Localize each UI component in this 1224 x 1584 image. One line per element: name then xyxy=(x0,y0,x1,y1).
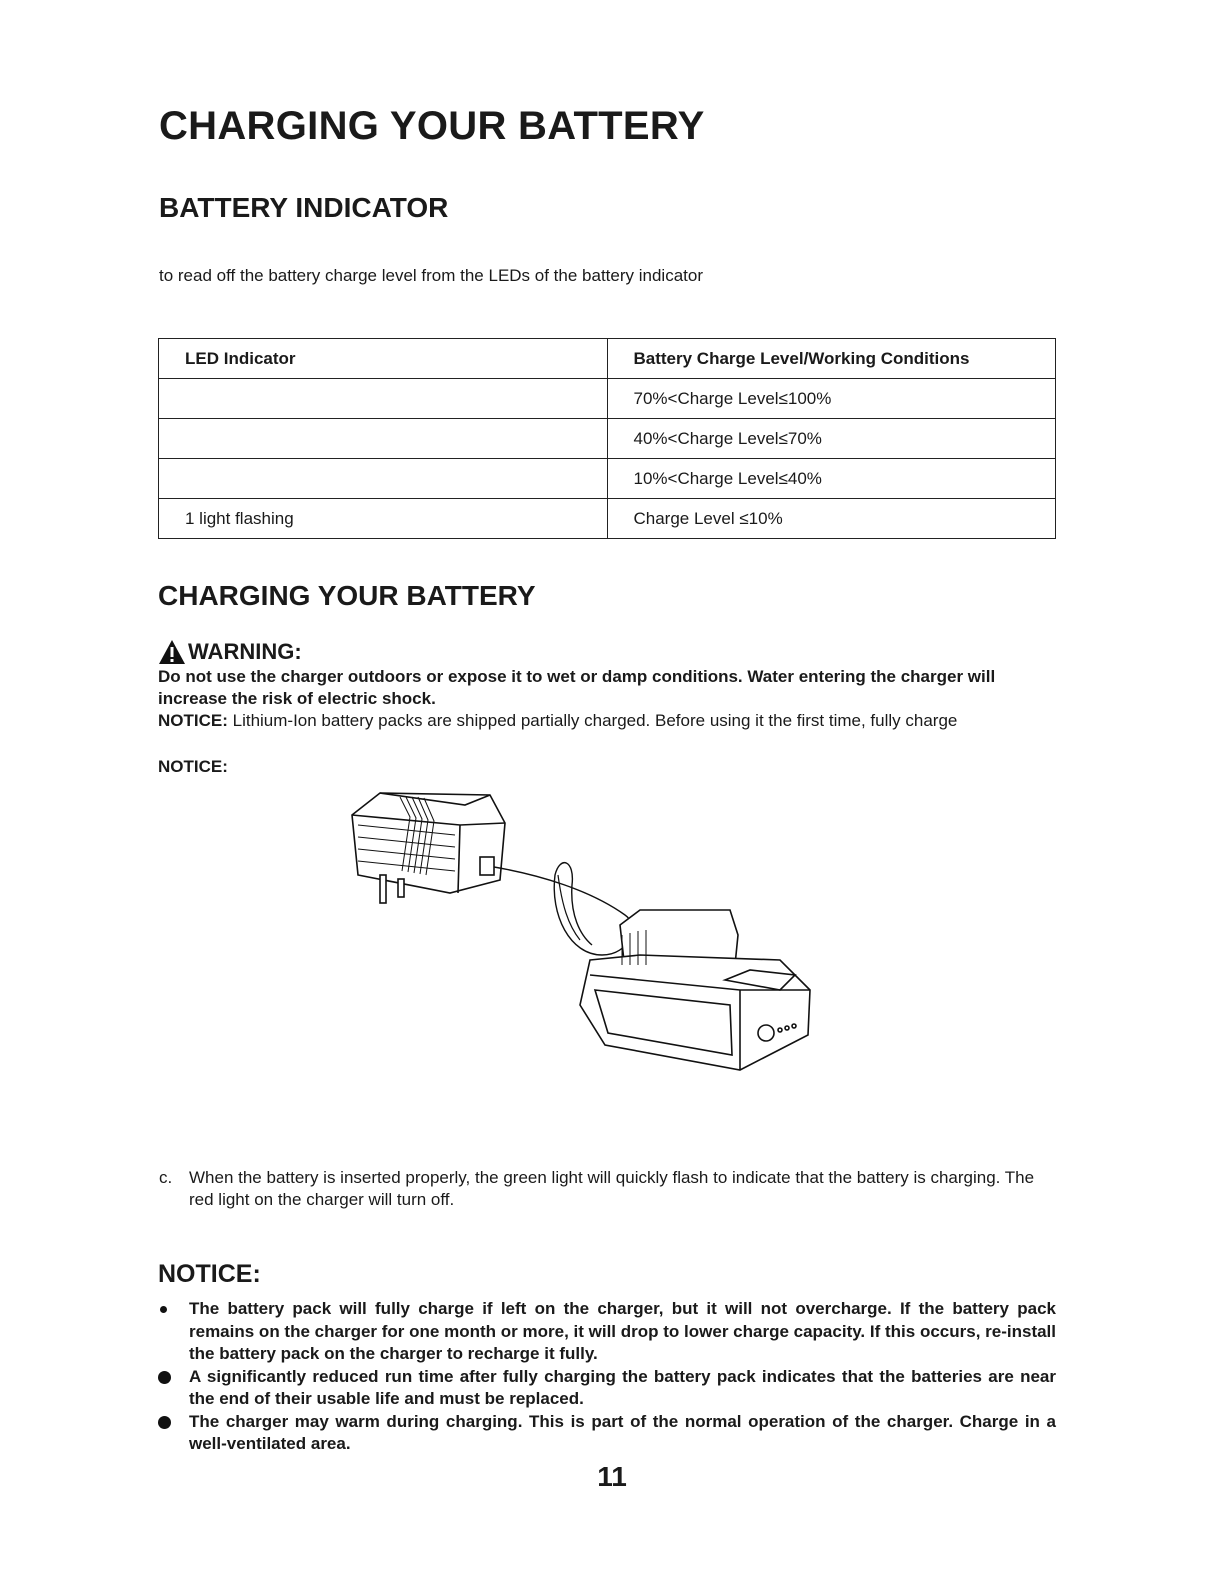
column-header: LED Indicator xyxy=(159,339,608,379)
battery-pack-icon xyxy=(580,910,810,1070)
notice-list xyxy=(158,1298,1056,1456)
bullet-text: A significantly reduced run time after fully charging the battery pack indicates that the batteries are near the end of their usable life and must be replaced. xyxy=(189,1366,1056,1408)
notice-text: Lithium-Ion battery packs are shipped partially charged. Before using it the first time, fully charge xyxy=(227,711,958,730)
warning-label xyxy=(158,639,302,665)
table-row xyxy=(159,459,1056,499)
warning-label-text: WARNING: xyxy=(188,639,302,664)
table-row xyxy=(159,419,1056,459)
table-header-row xyxy=(159,339,1056,379)
table-row xyxy=(159,379,1056,419)
led-cell xyxy=(159,459,608,499)
list-item xyxy=(158,1411,1056,1456)
bullet-icon xyxy=(158,1416,171,1429)
notice-label: NOTICE: xyxy=(158,711,228,730)
page-number: 11 xyxy=(597,1461,627,1492)
step-c xyxy=(159,1167,1039,1211)
battery-indicator-intro: to read off the battery charge level from the LEDs of the battery indicator xyxy=(159,266,703,285)
notice-lithium xyxy=(158,710,1068,732)
charger-battery-illustration xyxy=(340,775,820,1085)
warning-text: Do not use the charger outdoors or expose it to wet or damp conditions. Water entering the charger will increase the risk of electric shock. xyxy=(158,667,996,708)
list-item xyxy=(158,1298,1056,1366)
led-indicator-table xyxy=(158,338,1056,539)
charge-level-cell: 40%<Charge Level≤70% xyxy=(607,419,1056,459)
step-marker: c. xyxy=(159,1168,173,1187)
bullet-icon xyxy=(158,1371,171,1384)
charging-heading: CHARGING YOUR BATTERY xyxy=(158,580,536,611)
battery-indicator-heading: BATTERY INDICATOR xyxy=(159,192,449,223)
step-text: When the battery is inserted properly, the green light will quickly flash to indicate that the battery is charging. The red light on the charger will turn off. xyxy=(189,1168,1035,1209)
bullet-text: The charger may warm during charging. This is part of the normal operation of the charger. Charge in a well-ventilated area. xyxy=(189,1411,1056,1453)
bullet-icon xyxy=(160,1306,167,1313)
warning-triangle-icon xyxy=(158,639,186,665)
list-item xyxy=(158,1366,1056,1411)
charge-level-cell: Charge Level ≤10% xyxy=(607,499,1056,539)
led-cell xyxy=(159,419,608,459)
led-cell: 1 light flashing xyxy=(159,499,608,539)
notice-label-2: NOTICE: xyxy=(158,757,228,776)
led-cell xyxy=(159,379,608,419)
column-header: Battery Charge Level/Working Conditions xyxy=(607,339,1056,379)
charger-cable xyxy=(494,863,632,955)
table-row xyxy=(159,499,1056,539)
notice-heading: NOTICE: xyxy=(158,1260,261,1288)
charge-level-cell: 10%<Charge Level≤40% xyxy=(607,459,1056,499)
charge-level-cell: 70%<Charge Level≤100% xyxy=(607,379,1056,419)
page-title: CHARGING YOUR BATTERY xyxy=(159,104,705,148)
wall-charger-icon xyxy=(352,793,505,903)
bullet-text: The battery pack will fully charge if left on the charger, but it will not overcharge. If the battery pack remains on the charger for one month or more, it will drop to lower charge capacity. If this occurs, re-install the battery pack on the charger to recharge it fully. xyxy=(189,1299,1056,1363)
